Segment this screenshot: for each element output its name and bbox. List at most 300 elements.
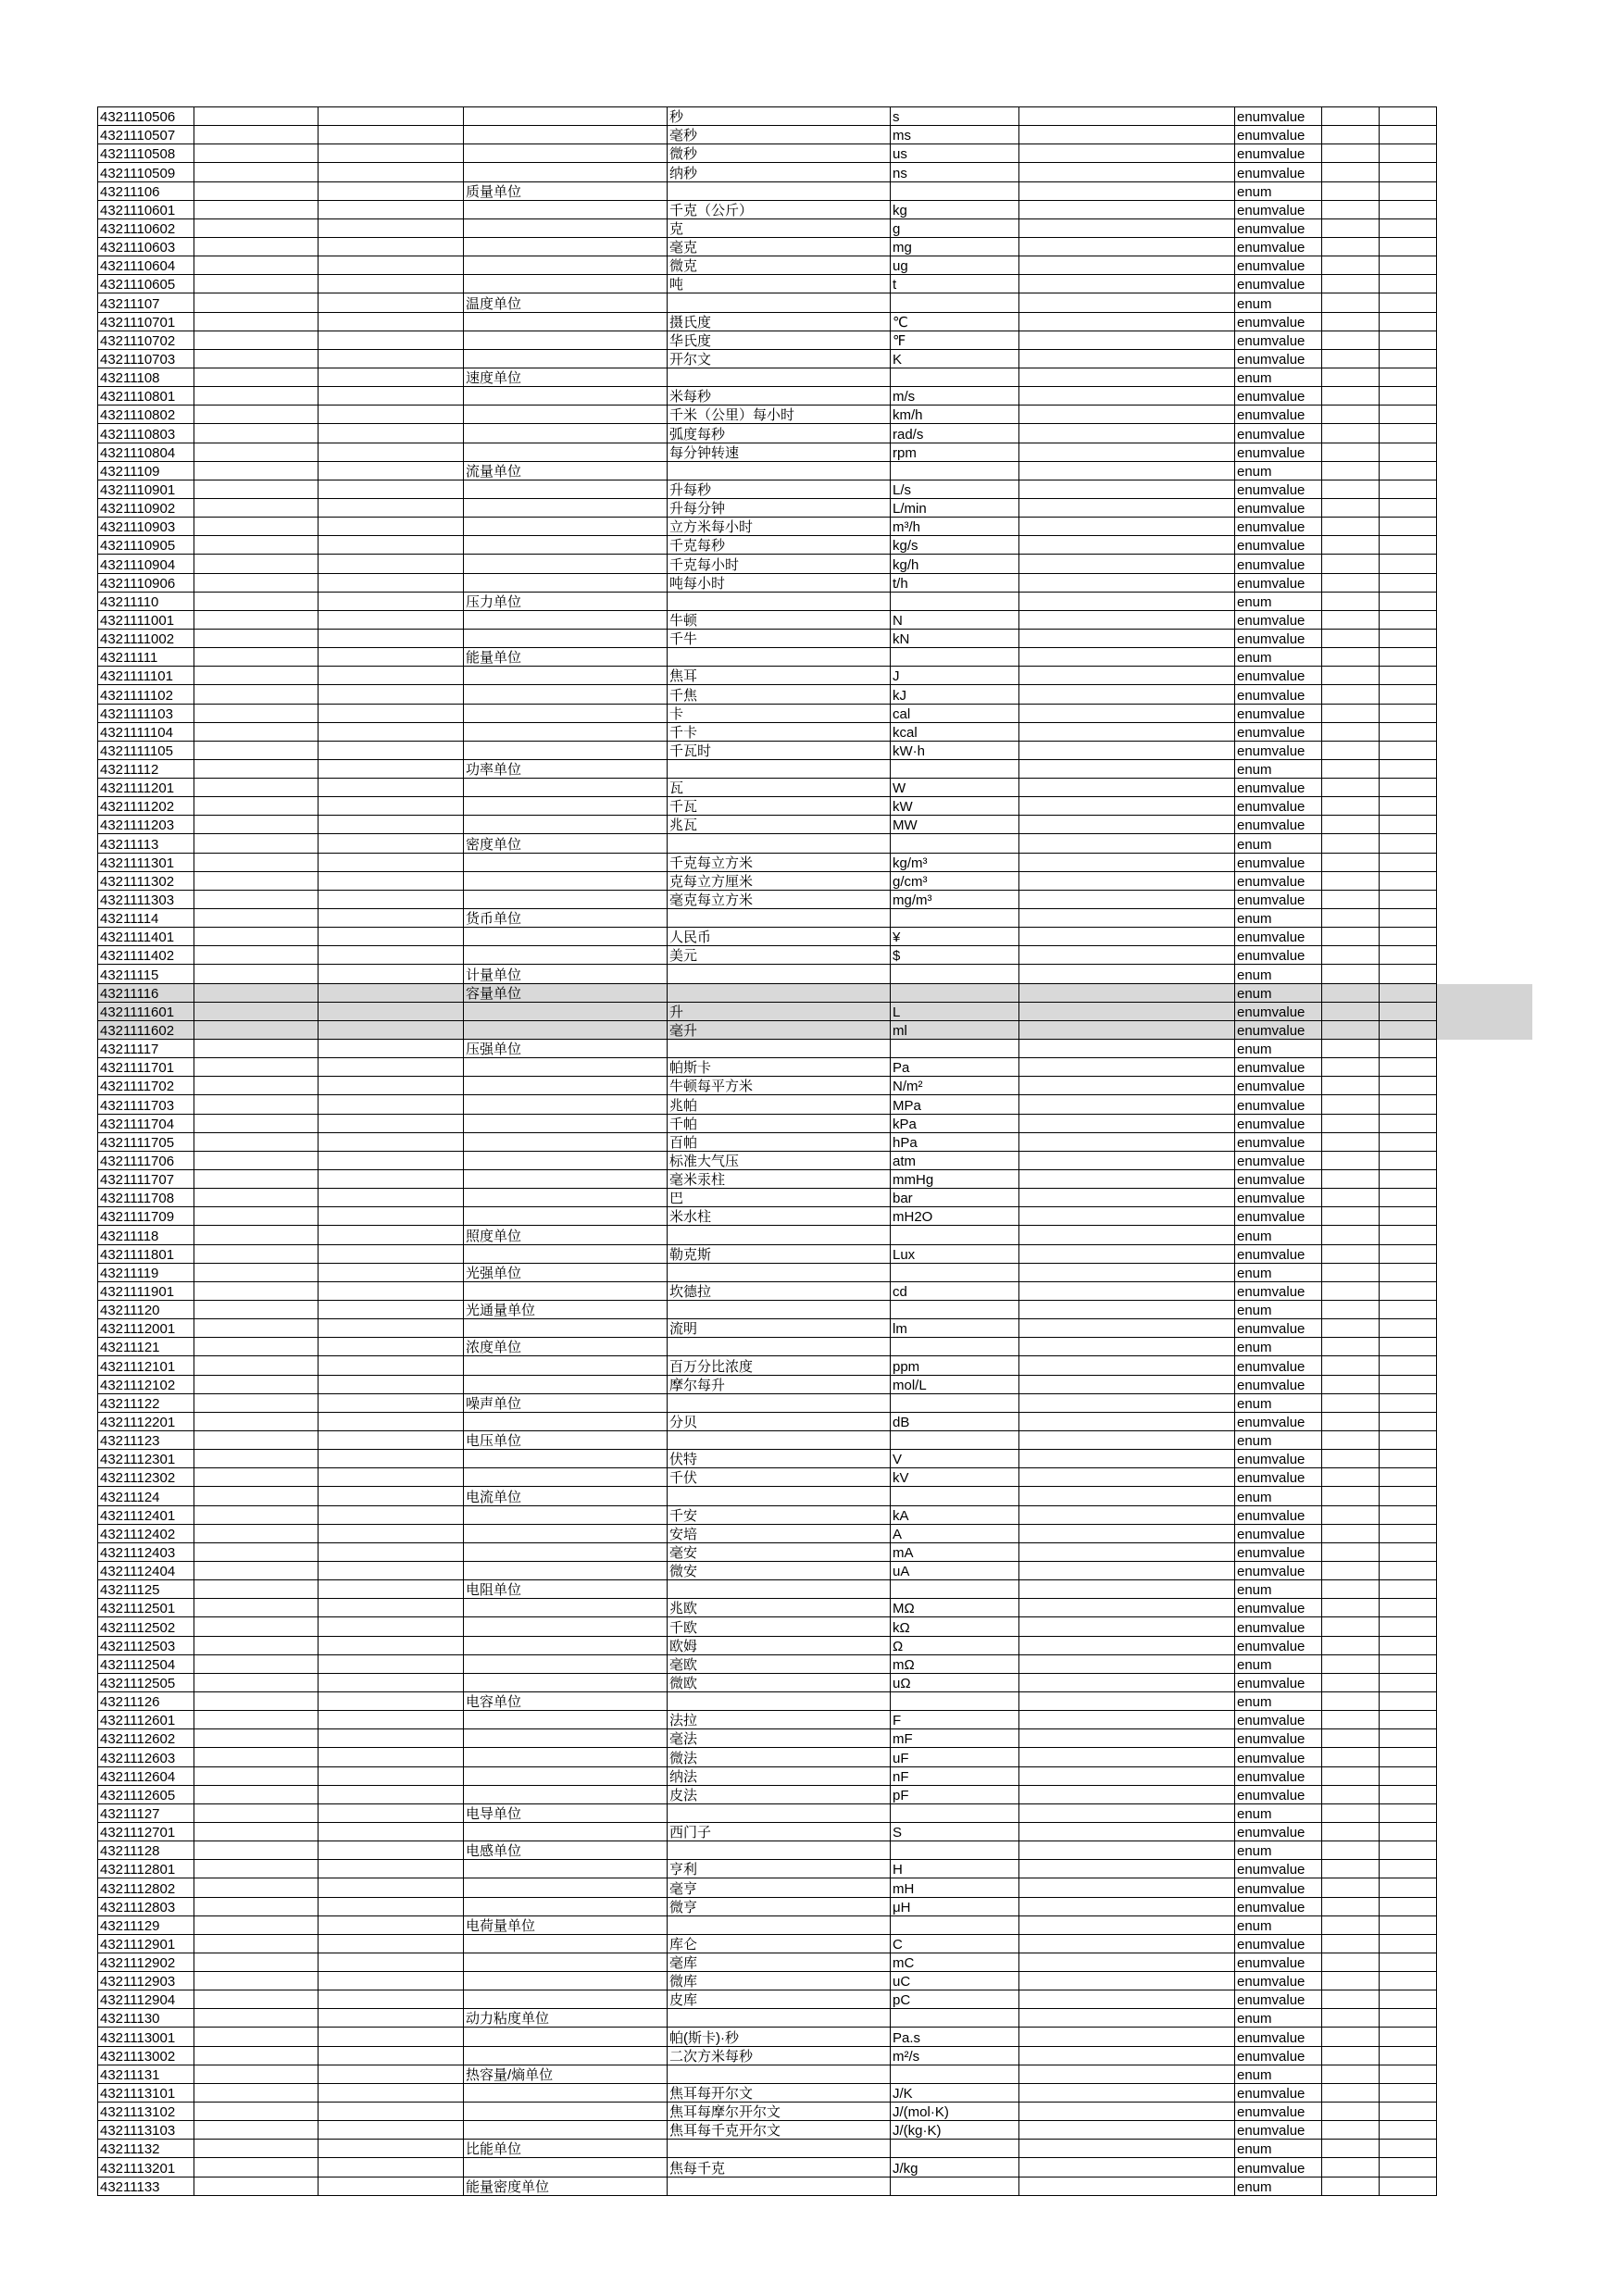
cell-empty: [1322, 126, 1380, 144]
cell-category: 光通量单位: [464, 1301, 668, 1318]
cell-type: enum: [1235, 965, 1322, 982]
cell-empty: [1019, 816, 1235, 833]
cell-unit-name: 微库: [668, 1972, 891, 1990]
cell-empty: [319, 742, 464, 759]
cell-unit-symbol: $: [891, 946, 1019, 964]
cell-empty: [194, 368, 319, 386]
cell-empty: [1380, 760, 1437, 778]
cell-empty: [1019, 1077, 1235, 1094]
cell-empty: [1019, 685, 1235, 703]
cell-unit-symbol: [891, 182, 1019, 200]
cell-empty: [1019, 1413, 1235, 1430]
cell-empty: [1322, 965, 1380, 982]
cell-category: 电压单位: [464, 1431, 668, 1449]
cell-empty: [1019, 2047, 1235, 2065]
table-row: [98, 1599, 1437, 1617]
cell-empty: [1322, 1878, 1380, 1896]
cell-unit-name: [668, 593, 891, 610]
cell-type: enumvalue: [1235, 1450, 1322, 1467]
cell-empty: [1019, 1506, 1235, 1524]
cell-type: enumvalue: [1235, 238, 1322, 256]
cell-category: [464, 1823, 668, 1841]
cell-unit-name: [668, 2009, 891, 2027]
cell-unit-name: [668, 1264, 891, 1281]
cell-empty: [1322, 182, 1380, 200]
cell-empty: [194, 1898, 319, 1915]
cell-empty: [1019, 611, 1235, 629]
cell-code: 4321112505: [98, 1674, 194, 1691]
cell-empty: [1322, 1506, 1380, 1524]
cell-code: 4321110804: [98, 443, 194, 461]
cell-empty: [1380, 891, 1437, 908]
cell-unit-name: 帕(斯卡)·秒: [668, 2028, 891, 2045]
cell-unit-name: [668, 2065, 891, 2083]
cell-empty: [1322, 909, 1380, 927]
cell-code: 4321110508: [98, 144, 194, 162]
table-row: [98, 854, 1437, 872]
cell-unit-name: 焦耳每千克开尔文: [668, 2121, 891, 2139]
cell-empty: [1019, 1786, 1235, 1803]
cell-unit-name: [668, 1916, 891, 1934]
cell-unit-name: 每分钟转速: [668, 443, 891, 461]
cell-empty: [1322, 630, 1380, 647]
cell-empty: [1380, 406, 1437, 423]
cell-empty: [1322, 1674, 1380, 1691]
cell-unit-name: 吨: [668, 275, 891, 293]
cell-empty: [1322, 1767, 1380, 1785]
cell-type: enumvalue: [1235, 1058, 1322, 1076]
cell-type: enumvalue: [1235, 1003, 1322, 1020]
cell-category: 能量密度单位: [464, 2177, 668, 2195]
cell-empty: [194, 667, 319, 684]
cell-empty: [194, 144, 319, 162]
cell-empty: [1019, 126, 1235, 144]
cell-unit-symbol: rpm: [891, 443, 1019, 461]
cell-code: 4321112604: [98, 1767, 194, 1785]
cell-empty: [1380, 1655, 1437, 1673]
cell-type: enumvalue: [1235, 630, 1322, 647]
cell-category: 容量单位: [464, 984, 668, 1002]
cell-empty: [1380, 1916, 1437, 1934]
cell-unit-name: 毫法: [668, 1729, 891, 1747]
cell-code: 4321112603: [98, 1748, 194, 1766]
cell-empty: [1019, 1543, 1235, 1561]
cell-unit-name: [668, 834, 891, 852]
table-row: [98, 834, 1437, 853]
cell-code: 4321111402: [98, 946, 194, 964]
cell-empty: [319, 1953, 464, 1971]
cell-type: enum: [1235, 1580, 1322, 1598]
cell-empty: [1322, 1170, 1380, 1188]
cell-empty: [1019, 1916, 1235, 1934]
cell-unit-symbol: kg: [891, 201, 1019, 218]
cell-type: enumvalue: [1235, 424, 1322, 442]
cell-unit-symbol: atm: [891, 1152, 1019, 1169]
cell-category: [464, 1021, 668, 1039]
table-row: [98, 256, 1437, 275]
cell-unit-name: 克: [668, 219, 891, 237]
cell-empty: [1019, 648, 1235, 666]
cell-category: [464, 854, 668, 871]
cell-empty: [1322, 1040, 1380, 1057]
cell-category: [464, 1637, 668, 1654]
cell-empty: [1380, 201, 1437, 218]
cell-empty: [194, 1003, 319, 1020]
table-row: [98, 293, 1437, 312]
cell-empty: [1380, 424, 1437, 442]
cell-type: enum: [1235, 984, 1322, 1002]
cell-empty: [194, 1207, 319, 1225]
table-row: [98, 574, 1437, 593]
cell-empty: [1019, 1095, 1235, 1113]
cell-unit-name: 千欧: [668, 1617, 891, 1635]
cell-type: enumvalue: [1235, 1729, 1322, 1747]
cell-code: 4321111002: [98, 630, 194, 647]
cell-empty: [1322, 1021, 1380, 1039]
cell-unit-name: [668, 1804, 891, 1822]
cell-category: [464, 1413, 668, 1430]
cell-unit-name: 焦每千克: [668, 2158, 891, 2176]
cell-type: enumvalue: [1235, 1077, 1322, 1094]
cell-unit-symbol: [891, 984, 1019, 1002]
cell-empty: [319, 891, 464, 908]
cell-empty: [1019, 1170, 1235, 1188]
cell-type: enumvalue: [1235, 1356, 1322, 1374]
table-row: [98, 1804, 1437, 1823]
cell-empty: [1322, 1748, 1380, 1766]
cell-empty: [1380, 2140, 1437, 2157]
table-row: [98, 1356, 1437, 1375]
cell-unit-symbol: [891, 1394, 1019, 1412]
cell-type: enumvalue: [1235, 1786, 1322, 1803]
cell-empty: [319, 1077, 464, 1094]
cell-empty: [319, 1767, 464, 1785]
cell-type: enumvalue: [1235, 1468, 1322, 1486]
cell-type: enumvalue: [1235, 275, 1322, 293]
cell-empty: [319, 1916, 464, 1934]
cell-code: 4321112401: [98, 1506, 194, 1524]
cell-empty: [319, 424, 464, 442]
cell-empty: [1019, 238, 1235, 256]
cell-category: [464, 2028, 668, 2045]
cell-empty: [1019, 1431, 1235, 1449]
cell-unit-name: 毫亨: [668, 1878, 891, 1896]
cell-empty: [1380, 1133, 1437, 1151]
cell-unit-symbol: [891, 2177, 1019, 2195]
cell-empty: [194, 742, 319, 759]
cell-empty: [194, 965, 319, 982]
cell-empty: [1019, 387, 1235, 405]
cell-empty: [1380, 275, 1437, 293]
cell-code: 4321110602: [98, 219, 194, 237]
cell-empty: [1322, 2047, 1380, 2065]
cell-empty: [1019, 2158, 1235, 2176]
cell-code: 43211130: [98, 2009, 194, 2027]
cell-empty: [1019, 1990, 1235, 2008]
cell-empty: [1322, 1898, 1380, 1915]
cell-empty: [1019, 182, 1235, 200]
table-row: [98, 1450, 1437, 1468]
cell-empty: [319, 1095, 464, 1113]
table-row: [98, 2158, 1437, 2177]
cell-unit-name: 千米（公里）每小时: [668, 406, 891, 423]
cell-code: 4321111302: [98, 872, 194, 890]
cell-unit-name: 纳秒: [668, 163, 891, 181]
cell-empty: [1322, 350, 1380, 368]
cell-empty: [194, 1711, 319, 1728]
table-row: [98, 2009, 1437, 2028]
cell-category: [464, 1786, 668, 1803]
cell-empty: [1322, 368, 1380, 386]
cell-empty: [194, 1245, 319, 1263]
cell-empty: [1322, 1786, 1380, 1803]
cell-unit-symbol: J/kg: [891, 2158, 1019, 2176]
cell-empty: [319, 1748, 464, 1766]
cell-unit-symbol: MPa: [891, 1095, 1019, 1113]
cell-code: 4321111602: [98, 1021, 194, 1039]
cell-empty: [1019, 1525, 1235, 1542]
cell-empty: [319, 1282, 464, 1300]
cell-unit-symbol: [891, 1487, 1019, 1504]
cell-code: 4321110703: [98, 350, 194, 368]
table-row: [98, 891, 1437, 909]
cell-empty: [319, 1823, 464, 1841]
cell-empty: [194, 1617, 319, 1635]
cell-unit-symbol: [891, 1431, 1019, 1449]
cell-empty: [319, 928, 464, 945]
cell-unit-name: [668, 965, 891, 982]
cell-empty: [194, 854, 319, 871]
table-row: [98, 144, 1437, 163]
cell-type: enumvalue: [1235, 1748, 1322, 1766]
cell-empty: [1322, 275, 1380, 293]
cell-empty: [319, 1170, 464, 1188]
cell-empty: [1380, 1692, 1437, 1710]
cell-empty: [1019, 107, 1235, 125]
cell-type: enumvalue: [1235, 163, 1322, 181]
table-row: [98, 1003, 1437, 1021]
cell-category: 噪声单位: [464, 1394, 668, 1412]
cell-empty: [194, 1562, 319, 1579]
cell-code: 43211107: [98, 293, 194, 311]
cell-unit-name: 升: [668, 1003, 891, 1020]
cell-empty: [1019, 499, 1235, 517]
cell-empty: [194, 518, 319, 535]
cell-empty: [319, 2065, 464, 2083]
cell-empty: [194, 1282, 319, 1300]
cell-empty: [1322, 1095, 1380, 1113]
cell-empty: [1380, 1841, 1437, 1859]
cell-empty: [1380, 1413, 1437, 1430]
cell-code: 4321110902: [98, 499, 194, 517]
cell-empty: [1019, 1580, 1235, 1598]
cell-type: enumvalue: [1235, 1189, 1322, 1206]
cell-empty: [1019, 1841, 1235, 1859]
cell-code: 43211126: [98, 1692, 194, 1710]
cell-empty: [1380, 1245, 1437, 1263]
cell-unit-name: [668, 1040, 891, 1057]
cell-empty: [319, 293, 464, 311]
cell-unit-name: 流明: [668, 1319, 891, 1337]
cell-empty: [1380, 1356, 1437, 1374]
cell-type: enumvalue: [1235, 667, 1322, 684]
cell-type: enum: [1235, 2009, 1322, 2027]
cell-code: 4321111203: [98, 816, 194, 833]
cell-empty: [1380, 965, 1437, 982]
cell-unit-name: 米水柱: [668, 1207, 891, 1225]
cell-type: enum: [1235, 834, 1322, 852]
cell-empty: [194, 909, 319, 927]
cell-empty: [1019, 406, 1235, 423]
cell-type: enum: [1235, 1841, 1322, 1859]
cell-empty: [1380, 1674, 1437, 1691]
cell-empty: [1380, 313, 1437, 331]
cell-empty: [1380, 293, 1437, 311]
cell-empty: [1019, 1804, 1235, 1822]
cell-code: 4321111105: [98, 742, 194, 759]
cell-code: 43211124: [98, 1487, 194, 1504]
cell-empty: [194, 1692, 319, 1710]
cell-type: enumvalue: [1235, 1711, 1322, 1728]
cell-code: 4321112802: [98, 1878, 194, 1896]
cell-type: enumvalue: [1235, 1990, 1322, 2008]
cell-empty: [194, 816, 319, 833]
cell-empty: [1322, 1990, 1380, 2008]
cell-empty: [1019, 1562, 1235, 1579]
cell-code: 43211113: [98, 834, 194, 852]
cell-empty: [1380, 1935, 1437, 1953]
cell-unit-name: 秒: [668, 107, 891, 125]
cell-empty: [194, 685, 319, 703]
cell-empty: [194, 499, 319, 517]
cell-unit-name: 西门子: [668, 1823, 891, 1841]
cell-type: enum: [1235, 1487, 1322, 1504]
cell-empty: [1380, 107, 1437, 125]
cell-empty: [1380, 1487, 1437, 1504]
cell-empty: [1380, 1637, 1437, 1654]
cell-category: [464, 1860, 668, 1878]
cell-code: 43211131: [98, 2065, 194, 2083]
cell-category: [464, 723, 668, 741]
cell-category: [464, 1115, 668, 1132]
row-highlight-fill: [1437, 1003, 1532, 1021]
cell-unit-name: 毫安: [668, 1543, 891, 1561]
cell-empty: [194, 462, 319, 480]
cell-type: enumvalue: [1235, 1637, 1322, 1654]
cell-empty: [319, 593, 464, 610]
cell-type: enumvalue: [1235, 2158, 1322, 2176]
table-row: [98, 1413, 1437, 1431]
cell-empty: [1322, 1152, 1380, 1169]
cell-unit-name: 华氏度: [668, 331, 891, 349]
cell-category: 电感单位: [464, 1841, 668, 1859]
cell-unit-name: 亨利: [668, 1860, 891, 1878]
cell-unit-name: 毫欧: [668, 1655, 891, 1673]
cell-code: 43211129: [98, 1916, 194, 1934]
cell-empty: [1019, 1878, 1235, 1896]
cell-category: [464, 275, 668, 293]
cell-empty: [1322, 2103, 1380, 2120]
cell-type: enumvalue: [1235, 1674, 1322, 1691]
cell-empty: [1019, 1058, 1235, 1076]
cell-unit-symbol: hPa: [891, 1133, 1019, 1151]
cell-code: 4321111104: [98, 723, 194, 741]
cell-type: enum: [1235, 2140, 1322, 2157]
cell-empty: [1322, 1394, 1380, 1412]
cell-empty: [194, 611, 319, 629]
cell-category: [464, 1898, 668, 1915]
cell-unit-symbol: ms: [891, 126, 1019, 144]
cell-empty: [194, 2065, 319, 2083]
table-row: [98, 1990, 1437, 2009]
cell-empty: [194, 1916, 319, 1934]
cell-empty: [1322, 144, 1380, 162]
cell-type: enumvalue: [1235, 1413, 1322, 1430]
cell-empty: [319, 1189, 464, 1206]
cell-unit-symbol: [891, 965, 1019, 982]
table-row: [98, 1264, 1437, 1282]
cell-type: enumvalue: [1235, 499, 1322, 517]
cell-empty: [1322, 1077, 1380, 1094]
cell-empty: [194, 1115, 319, 1132]
cell-empty: [319, 219, 464, 237]
cell-category: 浓度单位: [464, 1338, 668, 1355]
cell-empty: [1322, 816, 1380, 833]
cell-empty: [319, 1729, 464, 1747]
table-row: [98, 909, 1437, 928]
cell-unit-symbol: Pa.s: [891, 2028, 1019, 2045]
cell-empty: [1380, 126, 1437, 144]
cell-code: 4321112901: [98, 1935, 194, 1953]
cell-unit-name: 牛顿每平方米: [668, 1077, 891, 1094]
cell-code: 4321111701: [98, 1058, 194, 1076]
cell-empty: [1019, 1207, 1235, 1225]
cell-empty: [1322, 1115, 1380, 1132]
cell-category: [464, 107, 668, 125]
cell-unit-symbol: nF: [891, 1767, 1019, 1785]
cell-category: [464, 1058, 668, 1076]
cell-category: [464, 1599, 668, 1616]
table-row: [98, 1692, 1437, 1711]
cell-unit-name: [668, 182, 891, 200]
cell-unit-name: 焦耳每摩尔开尔文: [668, 2103, 891, 2120]
cell-empty: [1322, 2140, 1380, 2157]
cell-empty: [1019, 313, 1235, 331]
cell-empty: [1019, 797, 1235, 815]
cell-code: 4321110604: [98, 256, 194, 274]
cell-unit-name: [668, 909, 891, 927]
table-row: [98, 705, 1437, 723]
cell-empty: [1019, 1953, 1235, 1971]
table-row: [98, 1860, 1437, 1878]
cell-code: 4321111707: [98, 1170, 194, 1188]
cell-empty: [319, 574, 464, 592]
cell-empty: [1380, 144, 1437, 162]
cell-empty: [1380, 2084, 1437, 2102]
table-row: [98, 2084, 1437, 2103]
cell-type: enum: [1235, 1226, 1322, 1243]
table-row: [98, 313, 1437, 331]
cell-empty: [319, 107, 464, 125]
cell-empty: [194, 574, 319, 592]
cell-empty: [319, 667, 464, 684]
cell-unit-symbol: rad/s: [891, 424, 1019, 442]
cell-category: 流量单位: [464, 462, 668, 480]
cell-category: [464, 1003, 668, 1020]
cell-empty: [319, 163, 464, 181]
cell-empty: [319, 1450, 464, 1467]
cell-type: enumvalue: [1235, 1133, 1322, 1151]
